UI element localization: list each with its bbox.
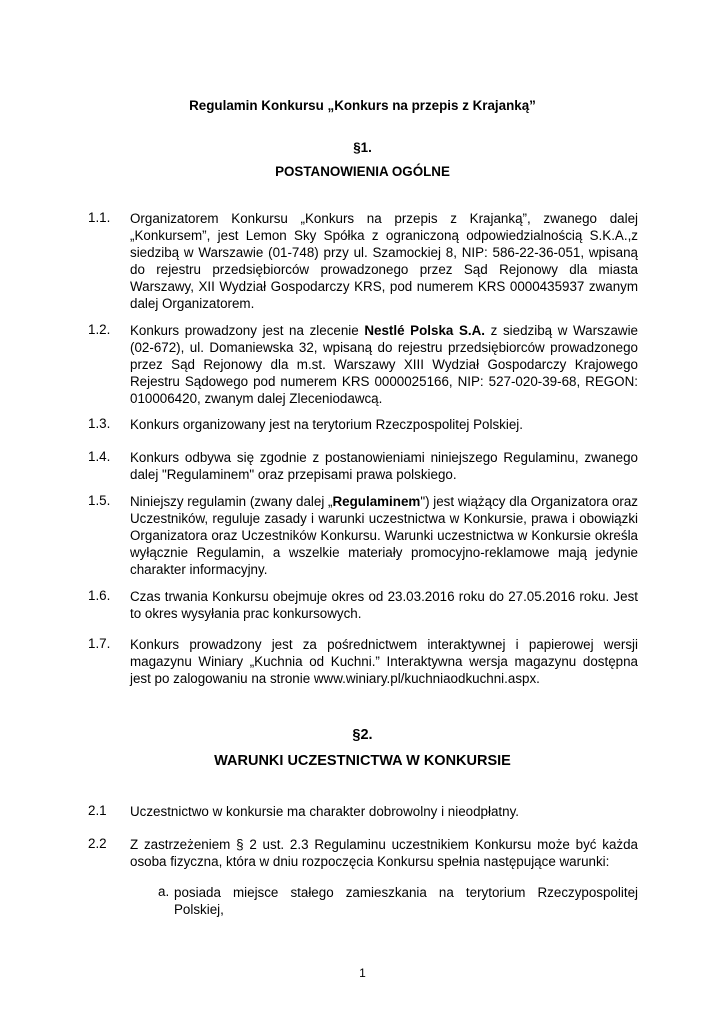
paragraph-number: 2.2 (88, 836, 107, 851)
page-number: 1 (359, 966, 366, 980)
section-2-heading: WARUNKI UCZESTNICTWA W KONKURSIE (214, 753, 511, 769)
paragraph-text (130, 322, 638, 407)
paragraph-number: 1.3. (88, 416, 111, 431)
paragraph-text: Konkurs prowadzony jest za pośrednictwem interaktywnej i papierowej wersji magazynu Winiary „Kuchnia od Kuchni.” Interaktywna wersja magazynu dostępna jest po zalogowaniu na stronie www.winiary.pl/kuchniaodkuchni.aspx. (130, 637, 638, 687)
paragraph-number: 1.1. (88, 210, 111, 225)
paragraph-text (130, 493, 638, 578)
paragraph-text-part: Niniejszy regulamin (zwany dalej „ (130, 494, 333, 509)
paragraph-number: 2.1 (88, 803, 107, 818)
paragraph-number: 1.2. (88, 322, 111, 337)
paragraph-text: Konkurs organizowany jest na terytorium Rzeczpospolitej Polskiej. (130, 417, 523, 432)
paragraph-text: Konkurs odbywa się zgodnie z postanowieniami niniejszego Regulaminu, zwanego dalej "Regulaminem" oraz przepisami prawa polskiego. (130, 450, 638, 483)
paragraph-number: 1.4. (88, 449, 111, 464)
section-2-number: §2. (352, 727, 373, 743)
paragraph-number: 1.6. (88, 588, 111, 603)
paragraph-text: Uczestnictwo w konkursie ma charakter dobrowolny i nieodpłatny. (130, 804, 520, 819)
paragraph-number: 1.5. (88, 493, 111, 508)
subitem-label: a. (158, 884, 170, 899)
subitem-text: posiada miejsce stałego zamieszkania na terytorium Rzeczypospolitej Polskiej, (174, 885, 638, 918)
paragraph-text-part: z siedzibą w Warszawie (02-672), ul. Domaniewska 32, wpisaną do rejestru przedsiębiorców prowadzonego przez Sąd Rejonowy dla m.st. Warszawy XIII Wydział Gospodarczy Krajowego Rejestru Sądowego pod numerem KRS 0000025166, NIP: 527-020-39-68, REGON: 010006420, zwanym dalej Zleceniodawcą. (130, 323, 639, 407)
paragraph-text: Czas trwania Konkursu obejmuje okres od 23.03.2016 roku do 27.05.2016 roku. Jest to okres wysyłania prac konkursowych. (130, 589, 638, 622)
section-1-heading: POSTANOWIENIA OGÓLNE (275, 164, 450, 179)
section-1-number: §1. (353, 140, 372, 155)
document-title: Regulamin Konkursu „Konkurs na przepis z Krajanką” (189, 98, 536, 113)
paragraph-text-part: Konkurs prowadzony jest na zlecenie (130, 323, 365, 338)
company-name: Nestlé Polska S.A. (364, 323, 486, 338)
paragraph-text: Organizatorem Konkursu „Konkurs na przepis z Krajanką”, zwanego dalej „Konkursem”, jest Lemon Sky Spółka z ograniczoną odpowiedzialnością S.K.A.,z siedzibą w Warszawie (01-748) przy ul. Szamockiej 8, NIP: 586-22-36-051, wpisaną do rejestru przedsiębiorców prowadzonego przez Sąd Rejonowy dla miasta Warszawy, XII Wydział Gospodarczy KRS, pod numerem KRS 0000435937 zwanym dalej Organizatorem. (130, 211, 638, 312)
defined-term: Regulaminem (332, 494, 421, 509)
paragraph-text-part: ") jest wiążący dla Organizatora oraz Uczestników, reguluje zasady i warunki uczestnictwa w Konkursie, prawa i obowiązki Organizatora oraz Uczestników Konkursu. Warunki uczestnictwa w Konkursie określa wyłącznie Regulamin, a wszelkie materiały promocyjno-reklamowe mają jedynie charakter informacyjny. (130, 494, 638, 578)
paragraph-text: Z zastrzeżeniem § 2 ust. 2.3 Regulaminu uczestnikiem Konkursu może być każda osoba fizyczna, która w dniu rozpoczęcia Konkursu spełnia następujące warunki: (130, 837, 638, 870)
paragraph-number: 1.7. (88, 636, 111, 651)
